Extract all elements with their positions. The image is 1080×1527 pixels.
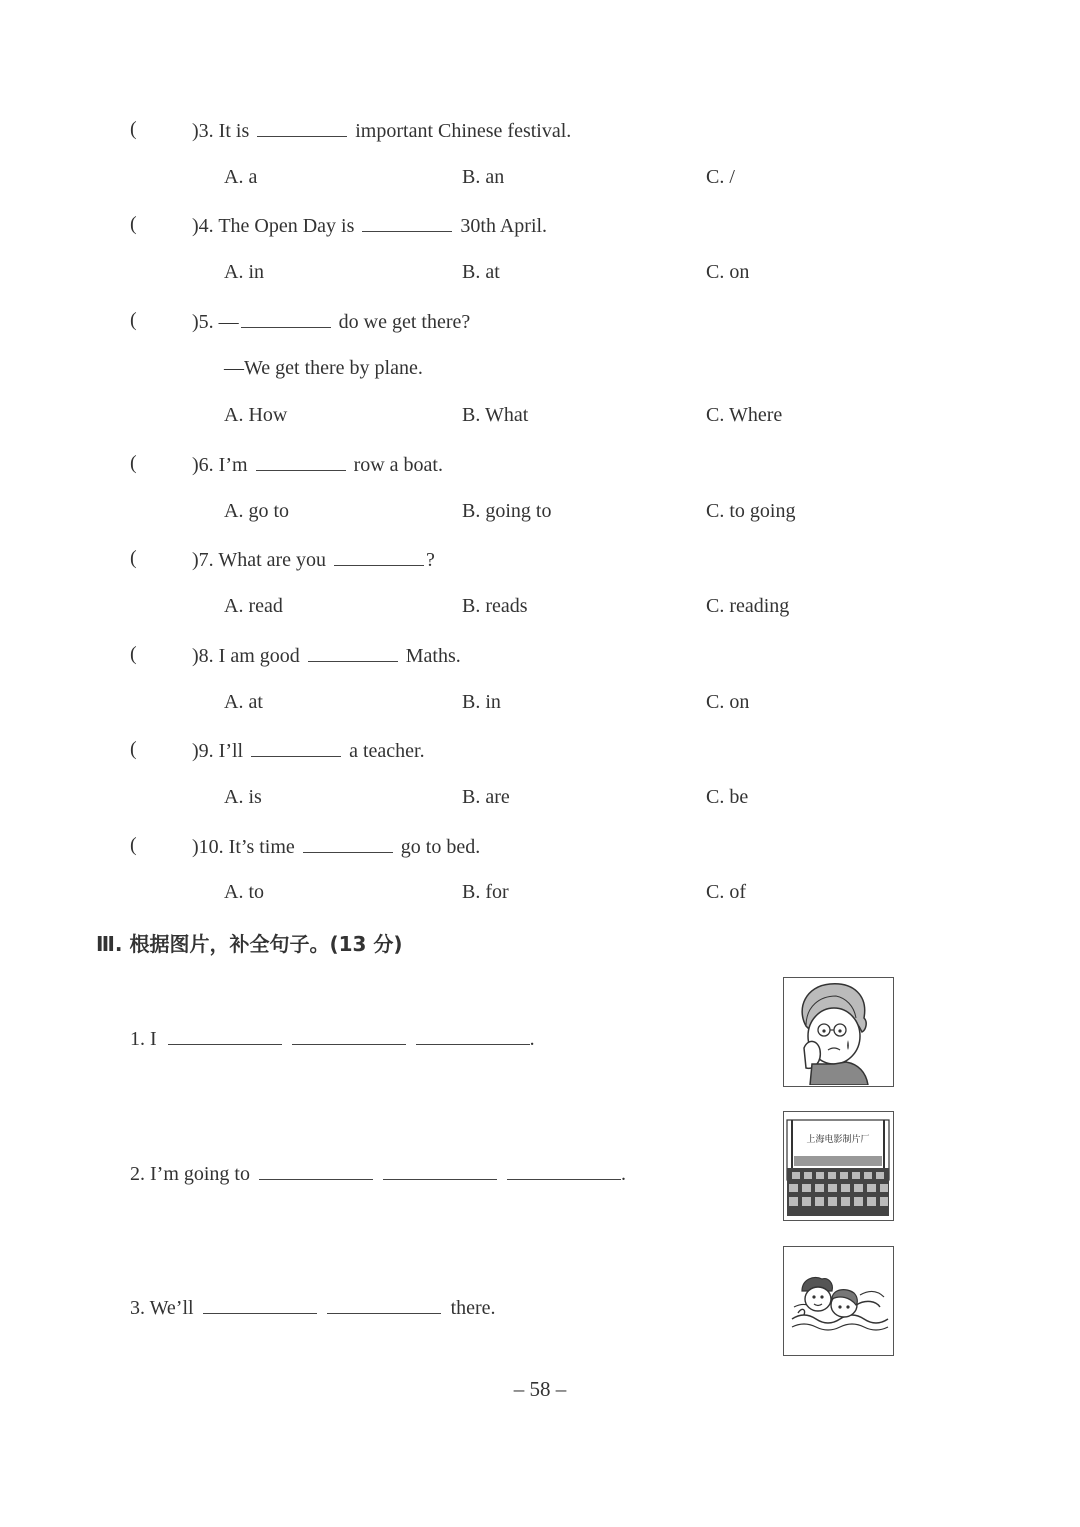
option-c: C. to going: [706, 500, 796, 522]
option-c: C. Where: [706, 404, 783, 426]
option-b: B. in: [462, 691, 501, 713]
option-b: B. an: [462, 166, 505, 188]
option-a: A. to: [224, 881, 264, 903]
answer-blank[interactable]: [383, 1159, 497, 1180]
question-text: )10. It’s time go to bed.: [192, 836, 481, 858]
picture-sentence-1: 1. I .: [130, 1024, 535, 1051]
answer-paren-open: (: [130, 738, 137, 760]
option-c: C. reading: [706, 595, 790, 617]
option-a: A. go to: [224, 500, 289, 522]
option-b: B. at: [462, 261, 500, 283]
answer-blank[interactable]: [256, 452, 346, 471]
option-a: A. How: [224, 404, 288, 426]
answer-blank[interactable]: [416, 1024, 530, 1045]
answer-blank[interactable]: [241, 309, 331, 328]
answer-blank[interactable]: [292, 1024, 406, 1045]
option-a: A. read: [224, 595, 283, 617]
question-text: )4. The Open Day is 30th April.: [192, 215, 548, 237]
cinema-hall-icon: [784, 1112, 892, 1219]
answer-blank[interactable]: [303, 834, 393, 853]
page-number: – 58 –: [513, 1377, 567, 1401]
question-text: )5. — do we get there?: [192, 311, 471, 333]
option-a: A. is: [224, 786, 262, 808]
worried-person-image: [783, 977, 894, 1087]
question-text: )6. I’m row a boat.: [192, 454, 443, 476]
picture-sentence-2: 2. I’m going to .: [130, 1159, 626, 1186]
question-text: )7. What are you ?: [192, 549, 435, 571]
answer-paren-open: (: [130, 643, 137, 665]
picture-sentence-3: 3. We’ll there.: [130, 1293, 496, 1320]
swimming-kids-icon: [784, 1247, 892, 1354]
question-text: )8. I am good Maths.: [192, 645, 461, 667]
option-a: A. at: [224, 691, 263, 713]
answer-blank[interactable]: [507, 1159, 621, 1180]
answer-paren-open: (: [130, 213, 137, 235]
option-c: C. /: [706, 166, 735, 188]
option-c: C. be: [706, 786, 749, 808]
section-title: Ⅲ. 根据图片，补全句子。(13 分): [96, 932, 403, 956]
option-c: C. on: [706, 261, 750, 283]
question-text: )9. I’ll a teacher.: [192, 740, 425, 762]
answer-blank[interactable]: [334, 547, 424, 566]
answer-paren-open: (: [130, 452, 137, 474]
question-text: )3. It is important Chinese festival.: [192, 120, 572, 142]
answer-blank[interactable]: [203, 1293, 317, 1314]
answer-paren-open: (: [130, 309, 137, 331]
option-c: C. on: [706, 691, 750, 713]
answer-paren-open: (: [130, 547, 137, 569]
answer-blank[interactable]: [308, 643, 398, 662]
option-a: A. in: [224, 261, 264, 283]
cinema-sign: 上海电影制片厂: [806, 1135, 870, 1145]
worried-face-icon: [784, 978, 892, 1085]
option-a: A. a: [224, 166, 258, 188]
answer-blank[interactable]: [257, 118, 347, 137]
option-b: B. are: [462, 786, 510, 808]
option-b: B. going to: [462, 500, 552, 522]
answer-blank[interactable]: [251, 738, 341, 757]
swimming-image: [783, 1246, 894, 1356]
option-b: B. What: [462, 404, 529, 426]
answer-paren-open: (: [130, 118, 137, 140]
option-c: C. of: [706, 881, 746, 903]
answer-blank[interactable]: [259, 1159, 373, 1180]
answer-blank[interactable]: [327, 1293, 441, 1314]
option-b: B. for: [462, 881, 509, 903]
answer-blank[interactable]: [168, 1024, 282, 1045]
answer-paren-open: (: [130, 834, 137, 856]
option-b: B. reads: [462, 595, 528, 617]
answer-blank[interactable]: [362, 213, 452, 232]
cinema-image: [783, 1111, 894, 1221]
